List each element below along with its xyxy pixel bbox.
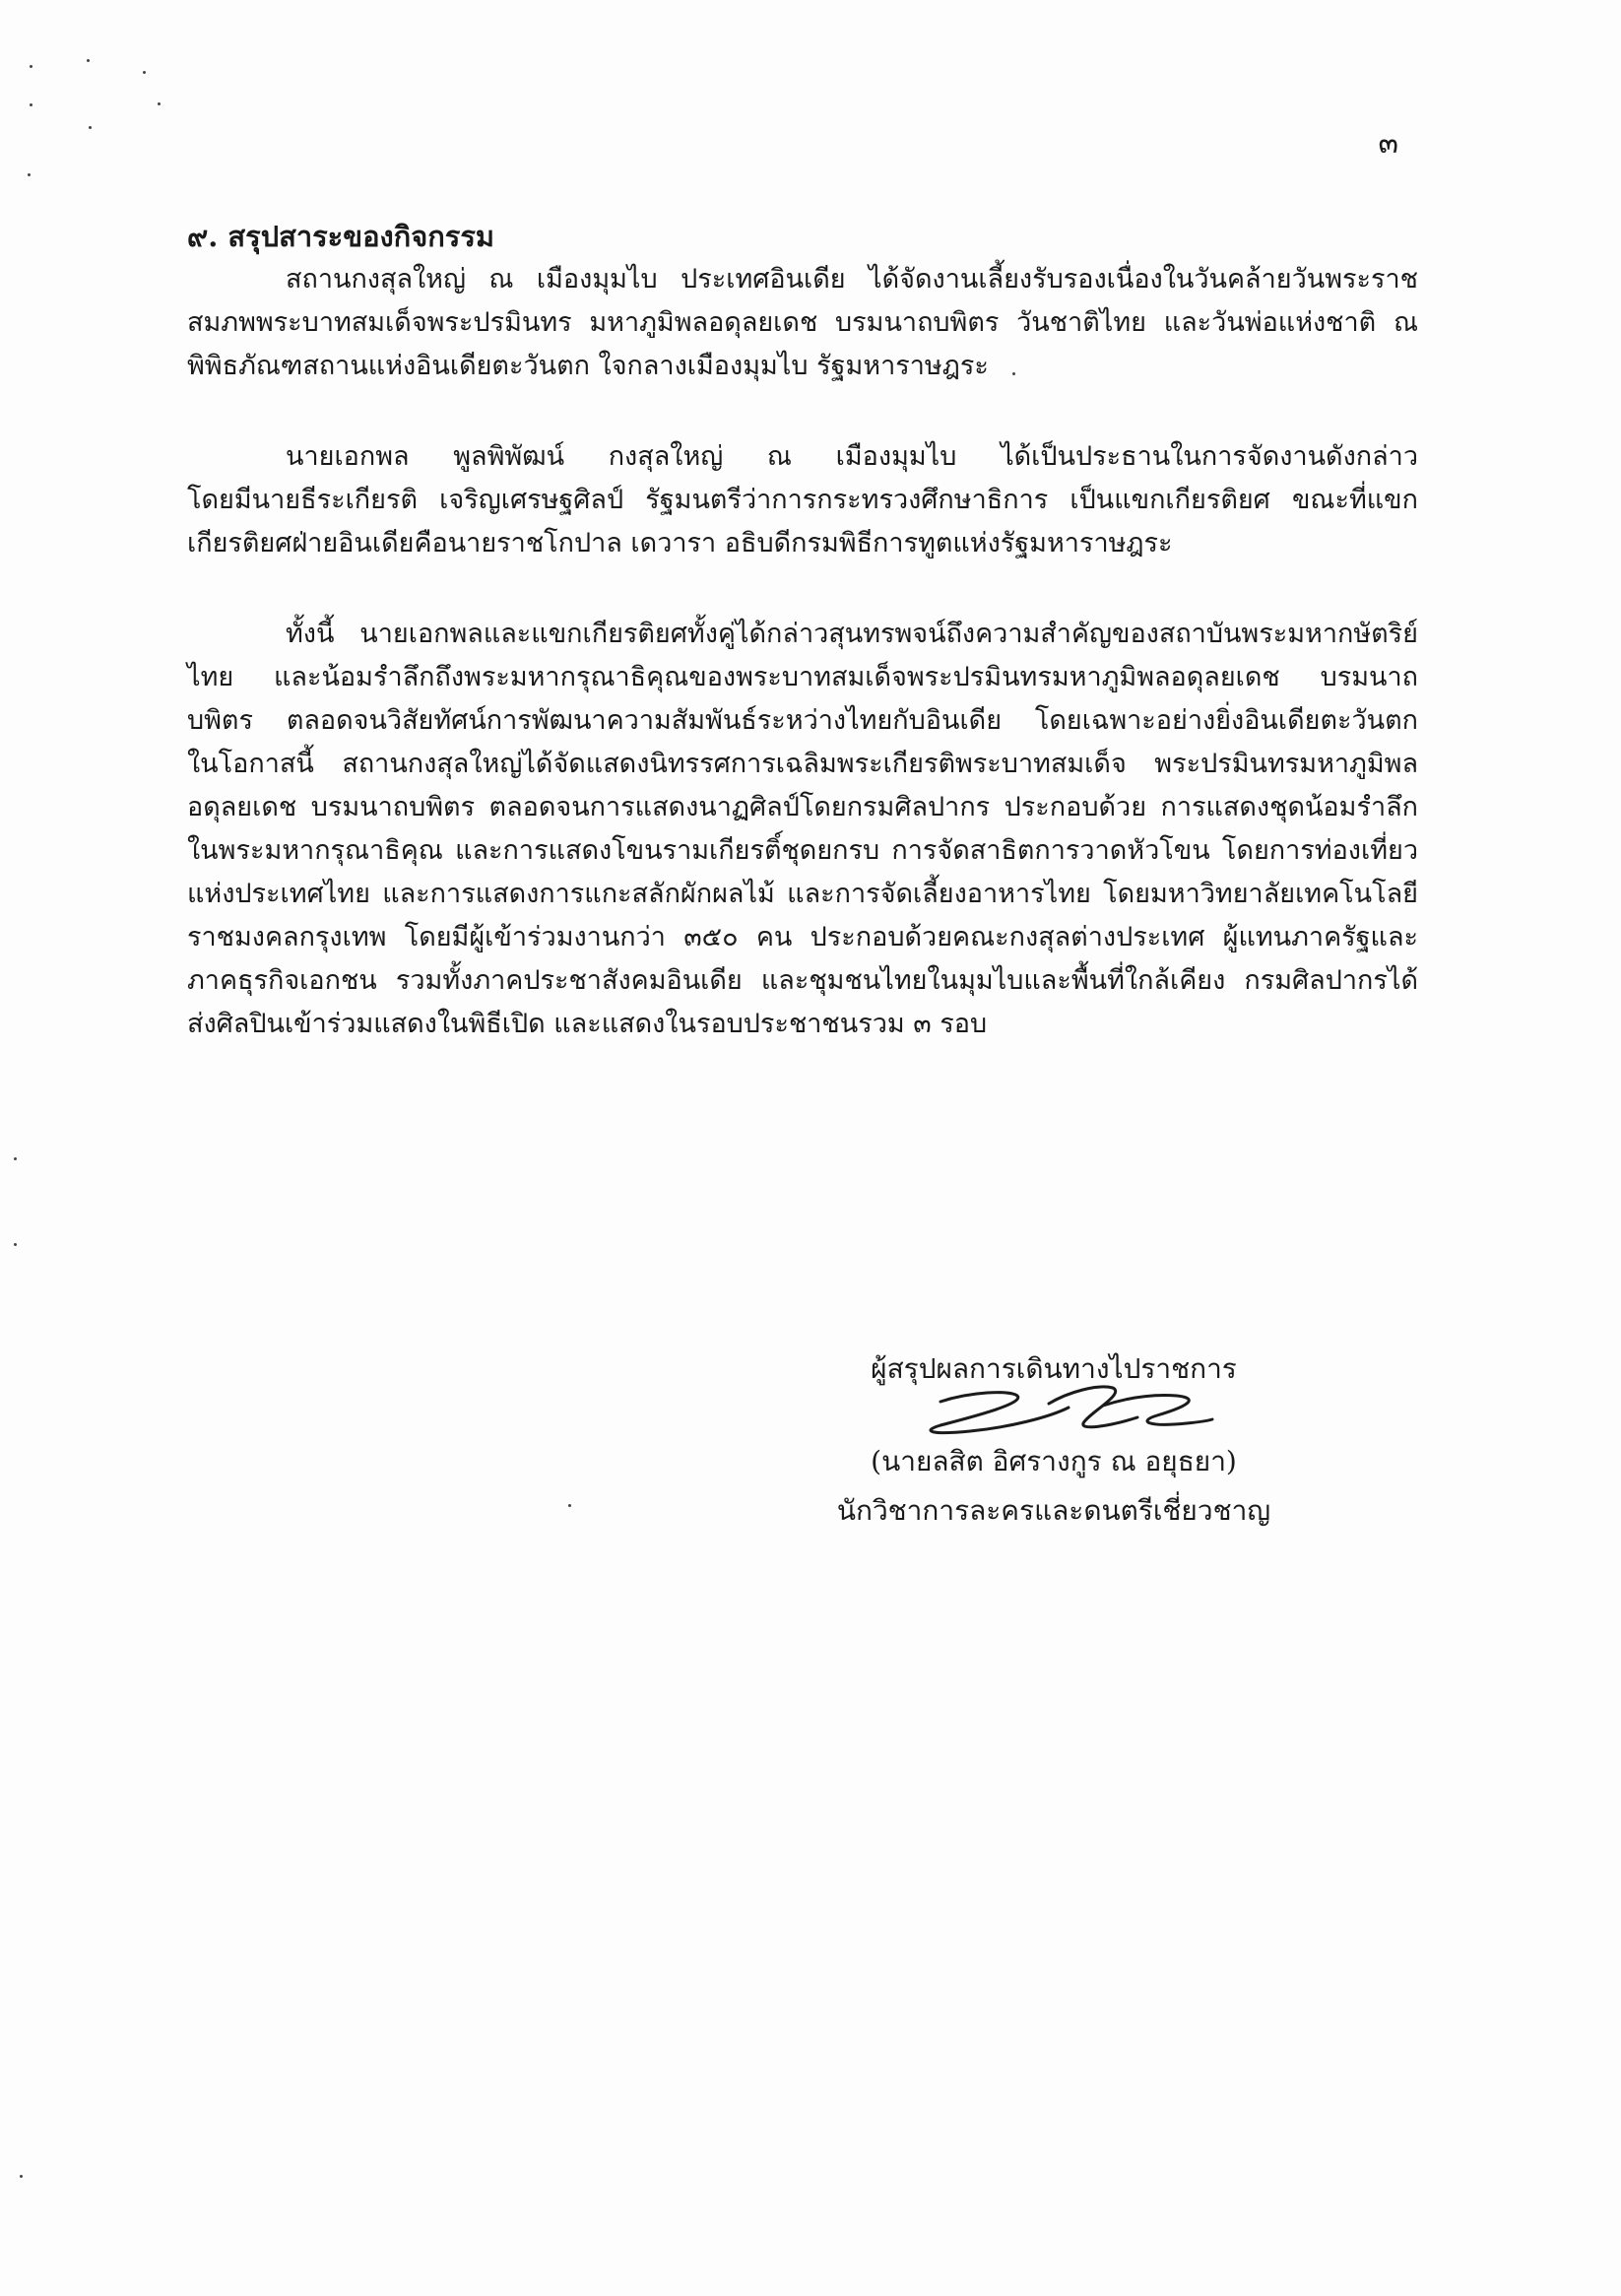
handwritten-signature <box>901 1374 1216 1443</box>
signatory-title: นักวิชาการละครและดนตรีเชี่ยวชาญ <box>836 1494 1271 1527</box>
text-line: เกียรติยศฝ่ายอินเดียคือนายราชโกปาล เดวารา อธิบดีกรมพิธีการทูตแห่งรัฐมหาราษฎระ <box>187 528 1173 558</box>
scan-speck <box>14 1243 17 1246</box>
text-line: บพิตร ตลอดจนวิสัยทัศน์การพัฒนาความสัมพันธ์ระหว่างไทยกับอินเดีย โดยเฉพาะอย่างยิ่งอินเดียตะวันตก <box>187 705 1418 736</box>
text-line: ในโอกาสนี้ สถานกงสุลใหญ่ได้จัดแสดงนิทรรศการเฉลิมพระเกียรติพระบาทสมเด็จ พระปรมินทรมหาภูมิพล <box>187 749 1418 779</box>
scan-speck <box>158 102 161 105</box>
text-line: ภาคธุรกิจเอกชน รวมทั้งภาคประชาสังคมอินเดีย และชุมชนไทยในมุมไบและพื้นที่ใกล้เคียง กรมศิลปากรได้ <box>187 965 1418 996</box>
text-line: สถานกงสุลใหญ่ ณ เมืองมุมไบ ประเทศอินเดีย ได้จัดงานเลี้ยงรับรองเนื่องในวันคล้ายวันพระราช <box>286 264 1418 295</box>
page-number: ๓ <box>1378 126 1398 161</box>
text-line: ส่งศิลปินเข้าร่วมแสดงในพิธีเปิด และแสดงในรอบประชาชนรวม ๓ รอบ <box>187 1009 988 1039</box>
paragraph <box>187 613 1418 1046</box>
text-line: ราชมงคลกรุงเทพ โดยมีผู้เข้าร่วมงานกว่า ๓๕๐ คน ประกอบด้วยคณะกงสุลต่างประเทศ ผู้แทนภาครัฐและ <box>187 922 1418 952</box>
text-line: ในพระมหากรุณาธิคุณ และการแสดงโขนรามเกียรติ์ชุดยกรบ การจัดสาธิตการวาดหัวโขน โดยการท่องเที่ยว <box>187 835 1418 866</box>
document-body <box>187 215 1418 1046</box>
text-line: ไทย และน้อมรำลึกถึงพระมหากรุณาธิคุณของพระบาทสมเด็จพระปรมินทรมหาภูมิพลอดุลยเดช บรมนาถ <box>187 662 1418 692</box>
scan-speck <box>30 65 32 68</box>
scan-speck <box>87 59 90 62</box>
signatory-name: (นายลสิต อิศรางกูร ณ อยุธยา) <box>871 1445 1237 1477</box>
text-line: แห่งประเทศไทย และการแสดงการแกะสลักผักผลไม้ และการจัดเลี้ยงอาหารไทย โดยมหาวิทยาลัยเทคโนโลยี <box>187 879 1418 909</box>
text-line: สมภพพระบาทสมเด็จพระปรมินทร มหาภูมิพลอดุลยเดช บรมนาถบพิตร วันชาติไทย และวันพ่อแห่งชาติ ณ <box>187 307 1418 338</box>
signature-block <box>808 1345 1300 1536</box>
paragraph <box>187 435 1418 565</box>
text-line: ทั้งนี้ นายเอกพลและแขกเกียรติยศทั้งคู่ได้กล่าวสุนทรพจน์ถึงความสำคัญของสถาบันพระมหากษัตริย์ <box>286 619 1418 649</box>
signatory-role: ผู้สรุปผลการเดินทางไปราชการ <box>871 1352 1237 1385</box>
text-line: พิพิธภัณฑสถานแห่งอินเดียตะวันตก ใจกลางเมืองมุมไบ รัฐมหาราษฎระ <box>187 351 989 381</box>
scan-speck <box>14 1157 17 1160</box>
scan-speck <box>30 103 32 106</box>
text-line: อดุลยเดช บรมนาถบพิตร ตลอดจนการแสดงนาฏศิลป์โดยกรมศิลปากร ประกอบด้วย การแสดงชุดน้อมรำลึก <box>187 792 1418 822</box>
text-line: นายเอกพล พูลพิพัฒน์ กงสุลใหญ่ ณ เมืองมุมไบ ได้เป็นประธานในการจัดงานดังกล่าว <box>286 441 1418 472</box>
scan-speck <box>143 71 146 74</box>
scan-speck <box>89 126 92 129</box>
text-line: โดยมีนายธีระเกียรติ เจริญเศรษฐศิลป์ รัฐมนตรีว่าการกระทรวงศึกษาธิการ เป็นแขกเกียรติยศ ขณะที่แขก <box>187 485 1418 515</box>
scan-speck <box>568 1504 571 1507</box>
scan-speck <box>28 173 31 176</box>
paragraph <box>187 258 1418 388</box>
scan-speck <box>20 2175 23 2178</box>
section-heading: ๙. สรุปสาระของกิจกรรม <box>187 220 495 253</box>
